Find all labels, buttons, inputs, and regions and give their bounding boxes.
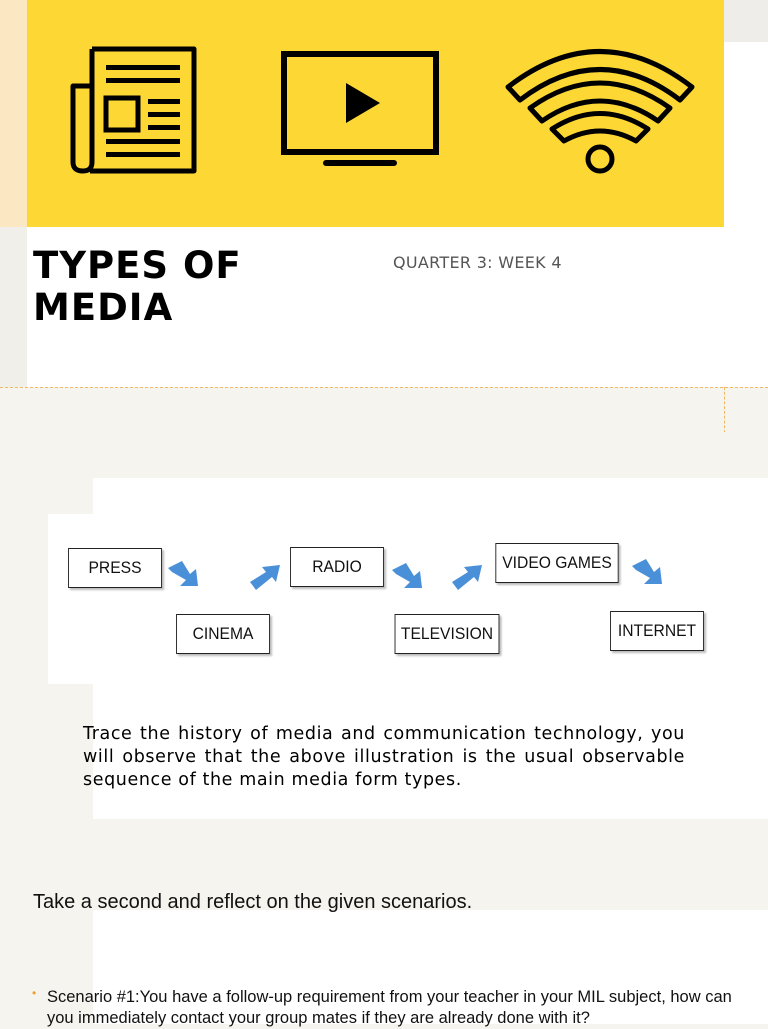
stage-box-radio: RADIO (290, 547, 384, 587)
dashed-guide-horizontal (0, 387, 768, 388)
slide-title (33, 245, 242, 329)
stage-box-television: TELEVISION (395, 614, 500, 654)
arrow-up-right-icon (448, 562, 486, 592)
history-paragraph: Trace the history of media and communication technology, you will observe that the above illustration is the usual observable sequence of the main media form types. (83, 724, 685, 790)
arrow-down-right-icon (630, 556, 668, 586)
scenario-1-text: Scenario #1:You have a follow-up requirement from your teacher in your MIL subject, how can you immediately contact your group mates if they are already done with it? (47, 988, 732, 1027)
stage-box-press: PRESS (68, 548, 162, 588)
bullet-marker: • (32, 986, 37, 1000)
media-sequence-diagram (48, 514, 716, 684)
newspaper-icon (68, 44, 198, 176)
arrow-down-right-icon (166, 558, 204, 588)
stage-box-video-games: VIDEO GAMES (495, 543, 618, 583)
reflection-heading: Take a second and reflect on the given scenarios. (33, 891, 473, 913)
arrow-down-right-icon (390, 560, 428, 590)
right-corner-panel (724, 0, 768, 42)
history-slide (0, 432, 768, 846)
title-slide (0, 0, 768, 432)
right-white-panel (724, 42, 768, 387)
wifi-icon (503, 44, 697, 178)
dashed-guide-vertical (724, 387, 725, 433)
left-accent-strip (0, 0, 27, 227)
slide-subtitle: QUARTER 3: WEEK 4 (393, 253, 562, 272)
slide-title-text: TYPES OF MEDIA (33, 244, 242, 329)
arrow-up-right-icon (246, 562, 284, 592)
tv-play-icon (280, 50, 440, 170)
stage-box-cinema: CINEMA (176, 614, 270, 654)
stage-box-internet: INTERNET (610, 611, 704, 651)
reflection-slide (0, 846, 768, 1027)
